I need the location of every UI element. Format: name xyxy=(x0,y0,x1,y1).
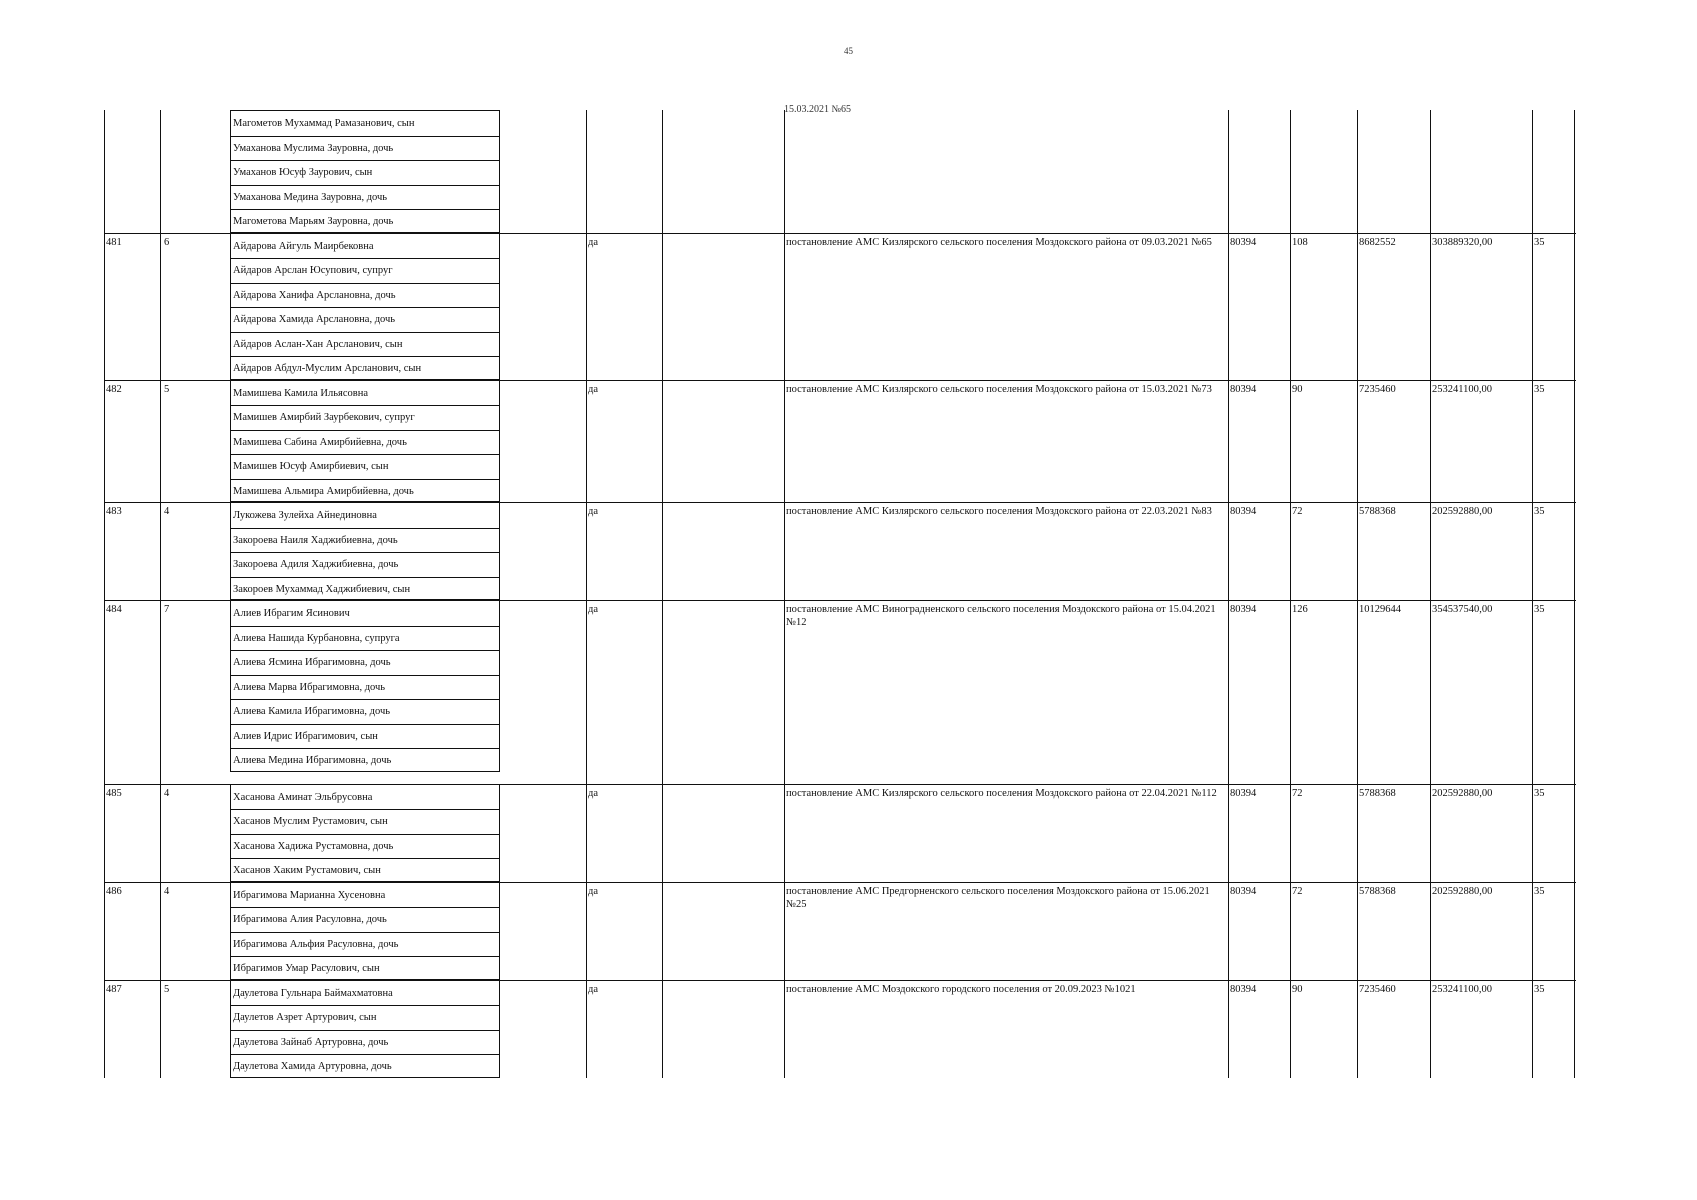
record-number: 485 xyxy=(106,787,122,799)
column-rule xyxy=(784,110,785,1078)
member-separator xyxy=(231,724,499,725)
column-rule xyxy=(160,110,161,1078)
family-member: Мамишев Юсуф Амирбиевич, сын xyxy=(233,461,389,472)
record-number: 487 xyxy=(106,983,122,995)
total-value: 202592880,00 xyxy=(1432,885,1493,897)
member-separator xyxy=(231,283,499,284)
area-value: 90 xyxy=(1292,383,1303,395)
record-number: 484 xyxy=(106,604,122,615)
total-value: 202592880,00 xyxy=(1432,506,1493,517)
member-separator xyxy=(231,552,499,553)
code-value: 80394 xyxy=(1230,383,1257,395)
family-member: Айдарова Хамида Арслановна, дочь xyxy=(233,314,396,325)
member-separator xyxy=(231,699,499,700)
family-member: Айдаров Абдул-Муслим Арсланович, сын xyxy=(233,363,422,374)
decision-text: постановление АМС Моздокского городского поселения от 20.09.2023 №1021 xyxy=(786,983,1136,995)
family-member: Мамишева Сабина Амирбийевна, дочь xyxy=(233,436,407,448)
age-limit-value: 35 xyxy=(1534,236,1545,248)
family-member: Даулетова Гульнара Баймахматовна xyxy=(233,987,393,999)
member-separator xyxy=(231,1030,499,1031)
member-separator xyxy=(231,907,499,908)
decision-text: постановление АМС Кизлярского сельского поселения Моздокского района от 15.03.2021 №73 xyxy=(786,383,1212,395)
family-member: Алиев Идрис Ибрагимович, сын xyxy=(233,730,378,742)
column-rule xyxy=(104,110,105,1078)
code-value: 80394 xyxy=(1230,236,1257,248)
family-member: Айдаров Аслан-Хан Арсланович, сын xyxy=(233,338,403,350)
code-value: 80394 xyxy=(1230,604,1257,615)
family-member: Даулетова Зайнаб Артуровна, дочь xyxy=(233,1036,389,1048)
member-separator xyxy=(231,356,499,357)
family-member: Алиева Нашида Курбановна, супруга xyxy=(233,632,400,644)
amount-value: 7235460 xyxy=(1359,383,1396,395)
decision-text: постановление АМС Кизлярского сельского поселения Моздокского района от 22.04.2021 №112 xyxy=(786,787,1217,799)
amount-value: 10129644 xyxy=(1359,604,1401,615)
row-482-members xyxy=(230,380,500,503)
continuation-members xyxy=(230,110,500,233)
family-member: Алиева Медина Ибрагимовна, дочь xyxy=(233,755,392,766)
code-value: 80394 xyxy=(1230,983,1257,995)
area-value: 108 xyxy=(1292,236,1308,248)
age-limit-value: 35 xyxy=(1534,506,1545,517)
member-separator xyxy=(231,405,499,406)
member-separator xyxy=(231,1005,499,1006)
member-separator xyxy=(231,136,499,137)
amount-value: 8682552 xyxy=(1359,236,1396,248)
age-limit-value: 35 xyxy=(1534,885,1545,897)
member-separator xyxy=(231,834,499,835)
area-value: 72 xyxy=(1292,787,1303,799)
member-separator xyxy=(231,626,499,627)
code-value: 80394 xyxy=(1230,885,1257,897)
family-member: Магометова Марьям Зауровна, дочь xyxy=(233,216,394,227)
eligibility-flag: да xyxy=(588,236,599,248)
amount-value: 7235460 xyxy=(1359,983,1396,995)
family-size: 4 xyxy=(164,787,170,799)
family-member: Закороев Мухаммад Хаджибиевич, сын xyxy=(233,583,411,595)
member-separator xyxy=(231,956,499,957)
area-value: 72 xyxy=(1292,885,1303,897)
beneficiary-table xyxy=(104,104,1576,1078)
record-number: 483 xyxy=(106,506,122,517)
family-member: Хасанова Хадижа Рустамовна, дочь xyxy=(233,840,394,852)
member-separator xyxy=(231,858,499,859)
family-size: 5 xyxy=(164,983,170,995)
family-member: Айдарова Айгуль Маирбековна xyxy=(233,240,374,252)
cut-off-decision-text: 15.03.2021 №65 xyxy=(784,104,852,112)
family-member: Закороева Адиля Хаджибиевна, дочь xyxy=(233,559,399,570)
member-separator xyxy=(231,809,499,810)
member-separator xyxy=(231,454,499,455)
family-size: 6 xyxy=(164,236,170,248)
family-member: Умаханов Юсуф Заурович, сын xyxy=(233,167,373,178)
family-member: Мамишева Камила Ильясовна xyxy=(233,387,369,399)
column-rule xyxy=(662,110,663,1078)
column-rule xyxy=(586,110,587,1078)
family-member: Ибрагимова Альфия Расуловна, дочь xyxy=(233,938,399,950)
amount-value: 5788368 xyxy=(1359,787,1396,799)
amount-value: 5788368 xyxy=(1359,506,1396,517)
member-separator xyxy=(231,209,499,210)
total-value: 354537540,00 xyxy=(1432,604,1493,615)
family-member: Мамишева Альмира Амирбийевна, дочь xyxy=(233,485,414,497)
row-487-members xyxy=(230,980,500,1078)
family-member: Хасанова Аминат Эльбрусовна xyxy=(233,791,373,803)
area-value: 72 xyxy=(1292,506,1303,517)
record-number: 481 xyxy=(106,236,122,248)
area-value: 90 xyxy=(1292,983,1303,995)
age-limit-value: 35 xyxy=(1534,383,1545,395)
member-separator xyxy=(231,332,499,333)
eligibility-flag: да xyxy=(588,383,599,395)
row-481-members xyxy=(230,233,500,380)
eligibility-flag: да xyxy=(588,787,599,799)
row-484-members xyxy=(230,600,500,772)
area-value: 126 xyxy=(1292,604,1308,615)
family-member: Алиева Марва Ибрагимовна, дочь xyxy=(233,681,386,693)
record-number: 486 xyxy=(106,885,122,897)
family-member: Мамишев Амирбий Заурбекович, супруг xyxy=(233,412,415,423)
family-size: 7 xyxy=(164,604,170,615)
page-number: 45 xyxy=(844,46,853,56)
family-size: 4 xyxy=(164,885,170,897)
decision-text: постановление АМС Предгорненского сельского поселения Моздокского района от 15.06.2021 №25 xyxy=(786,885,1210,910)
eligibility-flag: да xyxy=(588,885,599,897)
total-value: 253241100,00 xyxy=(1432,383,1492,395)
member-separator xyxy=(231,577,499,578)
member-separator xyxy=(231,430,499,431)
column-rule xyxy=(1228,110,1229,1078)
member-separator xyxy=(231,307,499,308)
code-value: 80394 xyxy=(1230,506,1257,517)
age-limit-value: 35 xyxy=(1534,787,1545,799)
member-separator xyxy=(231,160,499,161)
member-separator xyxy=(231,258,499,259)
total-value: 253241100,00 xyxy=(1432,983,1492,995)
family-member: Умаханова Муслима Зауровна, дочь xyxy=(233,142,394,154)
family-member: Ибрагимов Умар Расулович, сын xyxy=(233,963,380,974)
family-member: Умаханова Медина Зауровна, дочь xyxy=(233,191,388,203)
decision-text: постановление АМС Кизлярского сельского поселения Моздокского района от 09.03.2021 №65 xyxy=(786,236,1212,248)
row-483-members xyxy=(230,502,500,600)
row-485-members xyxy=(230,784,500,882)
member-separator xyxy=(231,1054,499,1055)
family-member: Ибрагимова Марианна Хусеновна xyxy=(233,889,386,901)
family-size: 4 xyxy=(164,506,170,517)
total-value: 303889320,00 xyxy=(1432,236,1493,248)
column-rule xyxy=(1430,110,1431,1078)
total-value: 202592880,00 xyxy=(1432,787,1493,799)
family-member: Ибрагимова Алия Расуловна, дочь xyxy=(233,914,387,925)
family-member: Магометов Мухаммад Рамазанович, сын xyxy=(233,118,415,129)
family-member: Хасанов Муслим Рустамович, сын xyxy=(233,816,388,827)
eligibility-flag: да xyxy=(588,983,599,995)
column-rule xyxy=(1357,110,1358,1078)
member-separator xyxy=(231,748,499,749)
code-value: 80394 xyxy=(1230,787,1257,799)
family-member: Алиева Ясмина Ибрагимовна, дочь xyxy=(233,657,391,668)
column-rule xyxy=(1574,110,1575,1078)
row-486-members xyxy=(230,882,500,980)
record-number: 482 xyxy=(106,383,122,395)
member-separator xyxy=(231,185,499,186)
decision-text: постановление АМС Кизлярского сельского поселения Моздокского района от 22.03.2021 №83 xyxy=(786,506,1212,517)
amount-value: 5788368 xyxy=(1359,885,1396,897)
age-limit-value: 35 xyxy=(1534,983,1545,995)
family-member: Хасанов Хаким Рустамович, сын xyxy=(233,865,381,876)
family-member: Айдарова Ханифа Арслановна, дочь xyxy=(233,289,396,301)
family-member: Айдаров Арслан Юсупович, супруг xyxy=(233,265,393,276)
family-member: Даулетов Азрет Артурович, сын xyxy=(233,1012,377,1023)
member-separator xyxy=(231,528,499,529)
family-member: Лукожева Зулейха Айнединовна xyxy=(233,510,377,521)
member-separator xyxy=(231,675,499,676)
family-member: Алиева Камила Ибрагимовна, дочь xyxy=(233,706,391,717)
family-member: Закороева Наиля Хаджибиевна, дочь xyxy=(233,534,398,546)
age-limit-value: 35 xyxy=(1534,604,1545,615)
family-size: 5 xyxy=(164,383,170,395)
member-separator xyxy=(231,932,499,933)
family-member: Даулетова Хамида Артуровна, дочь xyxy=(233,1061,392,1072)
family-member: Алиев Ибрагим Ясинович xyxy=(233,608,350,619)
member-separator xyxy=(231,650,499,651)
eligibility-flag: да xyxy=(588,604,599,615)
decision-text: постановление АМС Виноградненского сельского поселения Моздокского района от 15.04.2021 №12 xyxy=(786,604,1216,628)
eligibility-flag: да xyxy=(588,506,599,517)
column-rule xyxy=(1290,110,1291,1078)
member-separator xyxy=(231,479,499,480)
column-rule xyxy=(1532,110,1533,1078)
